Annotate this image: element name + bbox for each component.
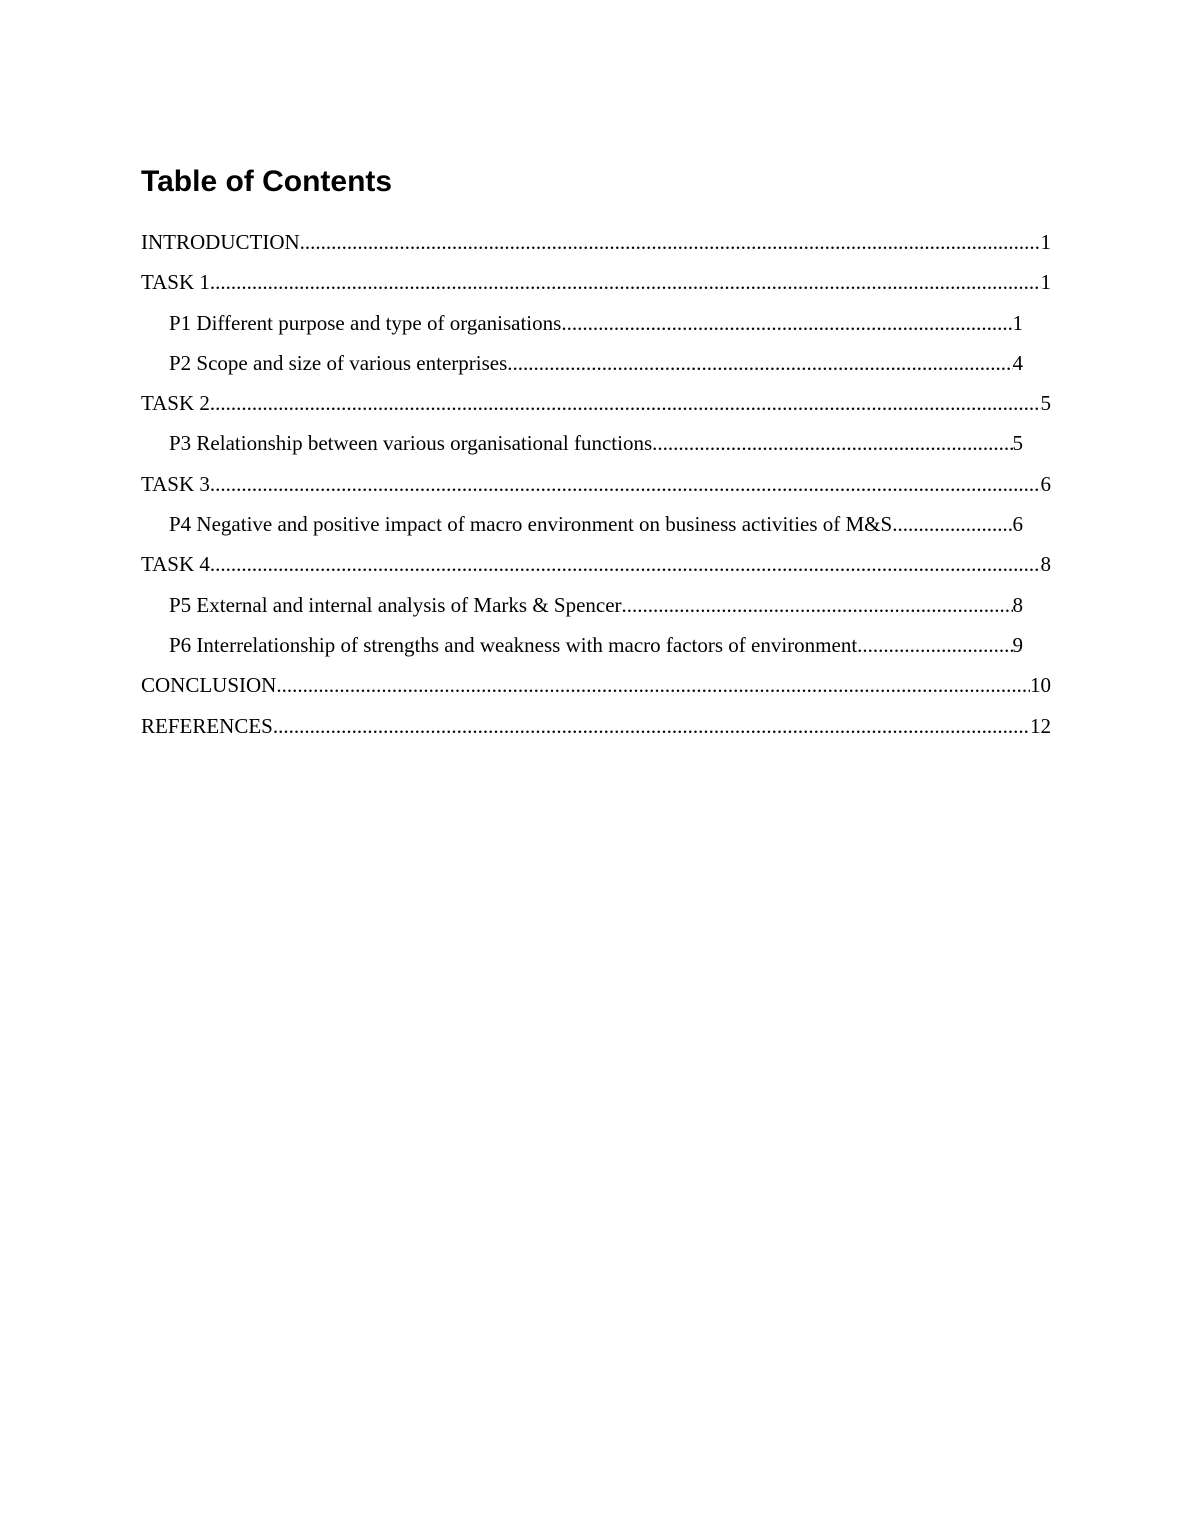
toc-page-number: 12: [1030, 713, 1051, 738]
toc-page-number: 1: [1012, 310, 1023, 335]
toc-page-number: 5: [1012, 431, 1023, 456]
toc-dot-leader: [210, 544, 1041, 584]
toc-entry-p6[interactable]: [169, 625, 1023, 665]
toc-entry-task-1[interactable]: [141, 262, 1051, 302]
toc-entry-p1[interactable]: [169, 303, 1023, 343]
toc-page-number: 10: [1030, 673, 1051, 698]
toc-entry-label: TASK 2: [141, 391, 210, 416]
toc-dot-leader: [273, 706, 1030, 746]
toc-entry-p3[interactable]: [169, 423, 1023, 463]
toc-page-number: 4: [1012, 350, 1023, 375]
toc-page-number: 6: [1012, 512, 1023, 537]
toc-page-number: 5: [1040, 391, 1051, 416]
toc-dot-leader: [210, 464, 1041, 504]
toc-entry-label: CONCLUSION: [141, 673, 277, 698]
toc-dot-leader: [561, 303, 1012, 343]
toc-entry-task-3[interactable]: [141, 464, 1051, 504]
toc-dot-leader: [622, 585, 1013, 625]
toc-entry-conclusion[interactable]: [141, 665, 1051, 705]
toc-entry-label: P4 Negative and positive impact of macro environment on business activities of M&S: [169, 512, 893, 537]
toc-entry-label: P6 Interrelationship of strengths and weakness with macro factors of environment: [169, 632, 858, 657]
toc-entry-label: TASK 1: [141, 270, 210, 295]
toc-page-number: 8: [1040, 552, 1051, 577]
toc-entry-label: P2 Scope and size of various enterprises: [169, 350, 508, 375]
toc-entry-label: REFERENCES: [141, 713, 273, 738]
toc-entry-task-2[interactable]: [141, 383, 1051, 423]
toc-entry-p2[interactable]: [169, 343, 1023, 383]
toc-page-number: 8: [1012, 592, 1023, 617]
toc-dot-leader: [507, 343, 1012, 383]
toc-title: Table of Contents: [141, 165, 393, 198]
toc-dot-leader: [300, 222, 1041, 262]
toc-page-number: 9: [1012, 632, 1023, 657]
toc-entry-label: P3 Relationship between various organisational functions: [169, 431, 653, 456]
toc-entry-label: TASK 4: [141, 552, 210, 577]
toc-dot-leader: [857, 625, 1012, 665]
toc-dot-leader: [652, 423, 1012, 463]
toc-dot-leader: [276, 665, 1030, 705]
toc-entry-label: INTRODUCTION: [141, 230, 300, 254]
toc-entry-references[interactable]: [141, 706, 1051, 746]
toc-entry-p4[interactable]: [169, 504, 1023, 544]
toc-entry-label: P1 Different purpose and type of organisations: [169, 310, 562, 335]
toc-dot-leader: [210, 383, 1041, 423]
toc-page-number: 1: [1040, 230, 1051, 254]
toc-entry-p5[interactable]: [169, 585, 1023, 625]
toc-dot-leader: [892, 504, 1012, 544]
toc-entry-label: TASK 3: [141, 471, 210, 496]
toc-entry-task-4[interactable]: [141, 544, 1051, 584]
toc-entry-introduction[interactable]: [141, 222, 1051, 262]
toc-page-number: 6: [1040, 471, 1051, 496]
toc-list: [141, 222, 1051, 746]
toc-entry-label: P5 External and internal analysis of Marks & Spencer: [169, 592, 622, 617]
toc-page-number: 1: [1040, 270, 1051, 295]
toc-dot-leader: [210, 262, 1041, 302]
